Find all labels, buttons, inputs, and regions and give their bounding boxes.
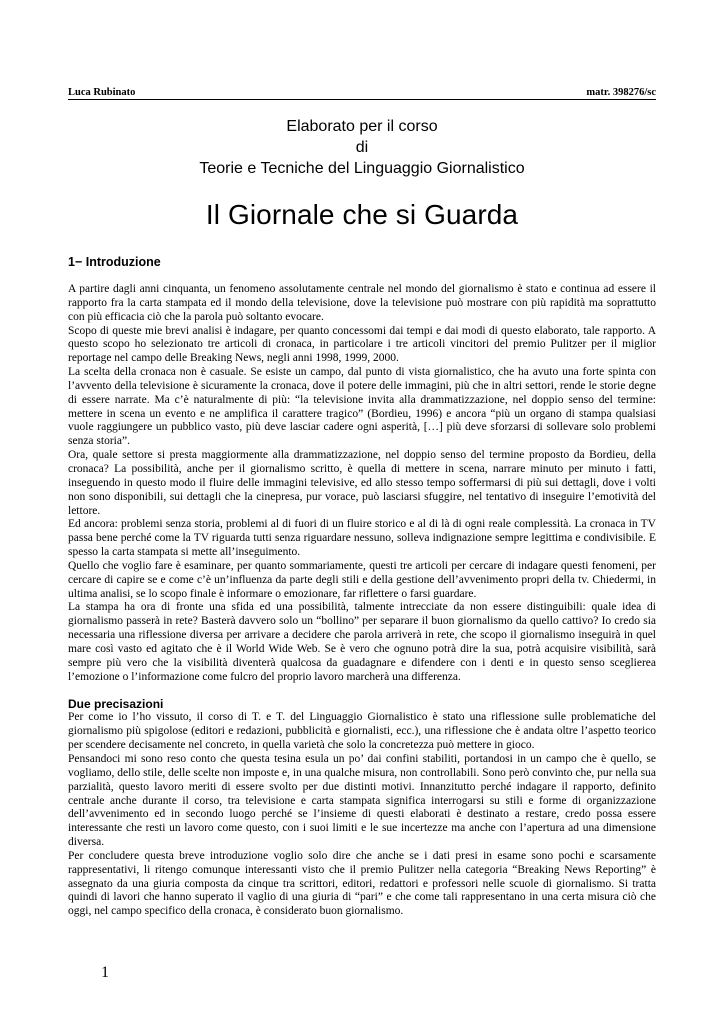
course-block <box>68 116 656 179</box>
paragraph: Quello che voglio fare è esaminare, per quanto sommariamente, questi tre articoli per cercare di indagare questi fenomeni, per cercare di capire se e come c’è un’influenza da parte degli stili e della gestione dell’avvenimento propri della tv. Chiedermi, in ultima analisi, se lo scopo finale è informare o emozionare, far riflettere o farsi guardare. <box>68 559 656 600</box>
introduction-body <box>68 283 656 684</box>
document-page <box>68 86 656 919</box>
precisazioni-body <box>68 711 656 919</box>
paragraph: Pensandoci mi sono reso conto che questa tesina esula un po’ dai confini stabiliti, portandosi in un campo che è quello, se vogliamo, dello stile, delle scelte non imposte e, in una qualche misura, non controllabili. Sono però convinto che, pur nella sua parzialità, questo lavoro meriti di essere svolto per due distinti motivi. Innanzitutto perché indagare il rapporto, definito centrale anche durante il corso, tra televisione e carta stampata significa interrogarsi su stili e forme di organizzazione dell’avvenimento ed in secondo luogo perché se l’insieme di questi elaborati è destinato a restare, credo possa essere interessante che resti un lavoro come questo, con i suoi limiti e le sue incertezze ma anche con l’apertura ad una dimensione diversa. <box>68 753 656 849</box>
paragraph: La stampa ha ora di fronte una sfida ed una possibilità, talmente intrecciate da non essere distinguibili: quale idea di giornalismo passerà in rete? Basterà davvero solo un “bollino” per separare il buon giornalismo da quello cattivo? Io credo sia necessaria una riflessione diversa per arrivare a decidere che parola arriverà in rete, che scopo il giornalismo inseguirà in quel mare così vasto ed agitato che è il World Wide Web. Se è vero che ognuno potrà dire la sua, potrà acquisire visibilità, sarà sempre più vero che la visibilità diventerà qualcosa da guadagnare e difendere con i denti e in questo senso sceglierea l’emozione o l’informazione come fulcro del proprio lavoro marcherà una differenza. <box>68 601 656 683</box>
paragraph: Scopo di queste mie brevi analisi è indagare, per quanto concessomi dai tempi e dai modi di questo elaborato, tale rapporto. A questo scopo ho selezionato tre articoli di cronaca, in particolare i tre articoli vincitori del premio Pulitzer per il miglior reportage nel campo delle Breaking News, negli anni 1998, 1999, 2000. <box>68 324 656 365</box>
page-number: 1 <box>101 964 109 981</box>
paragraph: Ed ancora: problemi senza storia, problemi al di fuori di un fluire storico e al di là di ogni reale complessità. La cronaca in TV passa bene perché come la TV riguarda tutti senza riguardare nessuno, solleva indignazione sempre legittima e condivisibile. E spesso la carta stampata si mette all’inseguimento. <box>68 518 656 559</box>
paragraph: Ora, quale settore si presta maggiormente alla drammatizzazione, nel doppio senso del termine proposto da Bordieu, della cronaca? La possibilità, anche per il giornalismo scritto, è quella di mettere in scena, narrare minuto per minuto i fatti, inseguendo in questo modo il fluire delle immagini televisive, ed allo stesso tempo soffermarsi di più sui dettagli, dove i volti non sono disponibili, sui dettagli che la cinepresa, pur vorace, può lasciarsi sfuggire, nel tentativo di inseguire l’emotività del lettore. <box>68 449 656 517</box>
paragraph: A partire dagli anni cinquanta, un fenomeno assolutamente centrale nel mondo del giornalismo è stato e continua ad essere il rapporto fra la carta stampata ed il mondo della televisione, dove la televisione può mostrare con più rapidità ma soprattutto con più efficacia ciò che la parola può soltanto evocare. <box>68 283 656 323</box>
section-heading-precisazioni: Due precisazioni <box>68 697 164 712</box>
course-line-1: Elaborato per il corso <box>286 118 438 135</box>
paragraph: La scelta della cronaca non è casuale. Se esiste un campo, dal punto di vista giornalistico, che ha avuto una forte spinta con l’avvento della televisione è sicuramente la cronaca, dove il potere delle immagini, più che in altri settori, rende le storie degne di essere narrate. Ma c’è naturalmente di più: “la televisione invita alla drammatizzazione, nel doppio senso del termine: mettere in scena un evento e ne amplifica il carattere tragico” (Bordieu, 1996) e ancora “più un organo di stampa qualsiasi vuole raggiungere un pubblico vasto, più deve lasciar cadere ogni asperità, […] più deve sforzarsi di sollevare solo problemi senza storia”. <box>68 366 656 448</box>
course-line-3: Teorie e Tecniche del Linguaggio Giornalistico <box>199 160 525 177</box>
document-title: Il Giornale che si Guarda <box>205 199 519 230</box>
paragraph: Per come io l’ho vissuto, il corso di T. e T. del Linguaggio Giornalistico è stato una riflessione sulle problematiche del giornalismo più spigolose (editori e redazioni, pubblicità e giornalisti, ecc.), una riflessione che è andata oltre l’aspetto teorico per scendere decisamente nel concreto, in quella varietà che solo la concretezza può mettere in gioco. <box>68 711 656 752</box>
paragraph: Per concludere questa breve introduzione voglio solo dire che anche se i dati presi in esame sono pochi e scarsamente rappresentativi, li ritengo comunque interessanti visto che il premio Pulitzer nella categoria “Breaking News Reporting” è assegnato da una giuria composta da cinque tra scrittori, editori, redattori e professori nelle scuole di giornalismo. Si tratta quindi di lavori che hanno superato il vaglio di una giuria di “pari” e che come tali rappresentano in una certa misura ciò che oggi, nel campo specifico della cronaca, è considerato buon giornalismo. <box>68 849 656 918</box>
page-header <box>68 86 656 100</box>
student-id: matr. 398276/sc <box>586 87 656 98</box>
course-line-2: di <box>355 139 369 156</box>
author-name: Luca Rubinato <box>68 87 136 98</box>
section-heading-introduction: 1− Introduzione <box>68 255 161 269</box>
